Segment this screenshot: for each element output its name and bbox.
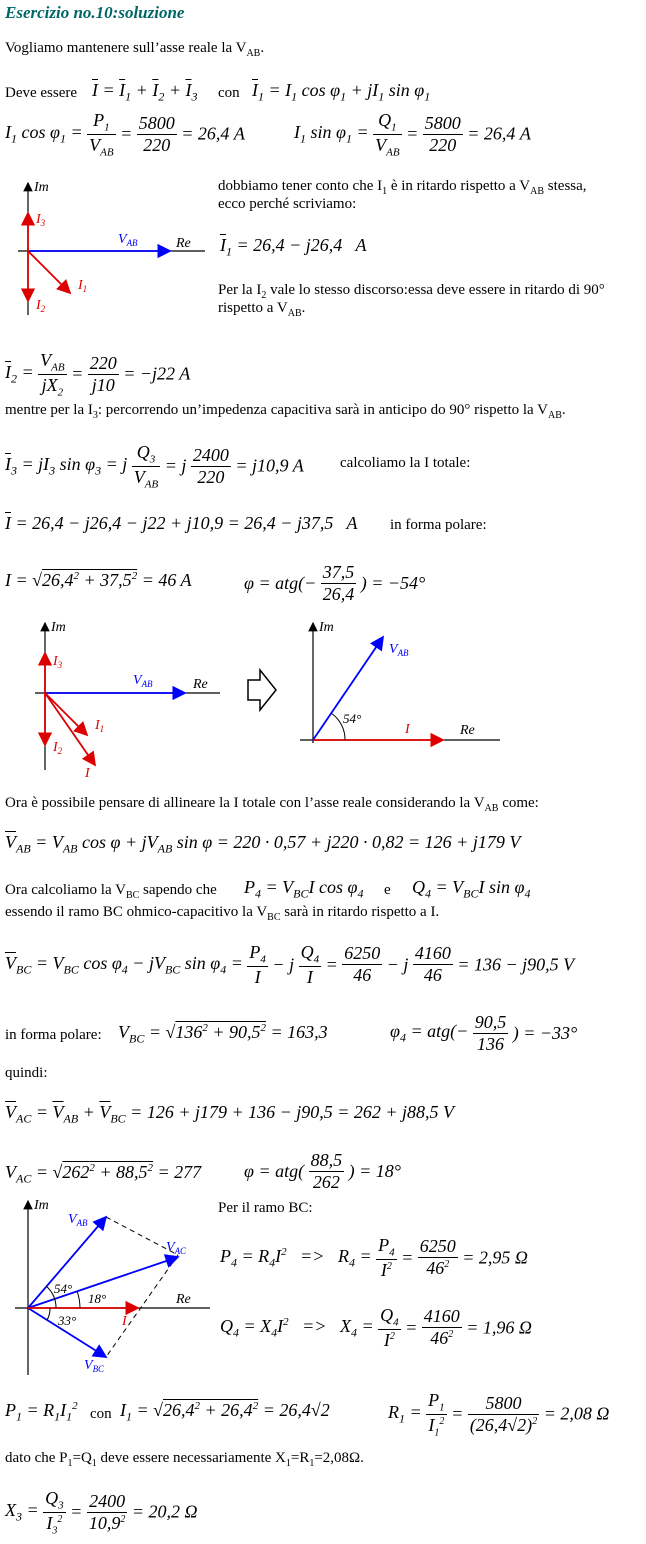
i3-label: $I_3$ (53, 654, 63, 670)
intro-text: Vogliamo mantenere sull’asse reale la $V_{AB}$. (5, 40, 265, 59)
angle-54-label: 54° (343, 711, 362, 726)
deve-essere-label: Deve essere (5, 85, 78, 101)
im-label: Im (34, 180, 49, 195)
re-label: Re (176, 1292, 191, 1307)
I2-text-2: rispetto a $V_{AB}$. (218, 300, 306, 319)
phasor-diagram-2 (25, 615, 225, 780)
re-label: Re (176, 236, 191, 251)
eq-Q4: $Q_4 = V_{BC}I$ $\sin \varphi_4$ (412, 877, 531, 901)
phasor-diagram-4 (10, 1195, 215, 1380)
eq-VACmod: $V_{AC} = √262^2 + 88,5^2 = 277$ (5, 1162, 202, 1186)
perBC-text: Per il ramo BC: (218, 1200, 313, 1216)
i2-label: $I_2$ (36, 298, 46, 314)
page-title: Esercizio no.10:soluzione (5, 3, 185, 22)
polare2-text: in forma polare: (5, 1027, 102, 1043)
vab-label: $V_{AB}$ (133, 673, 153, 689)
eq-VAB: $\overline{V}_{AB} = V_{AB}$ $\cos \varphi + jV_{AB}$ sin φ = 220 · 0,57 + j220 · 0,82 = 126 + j179 V (5, 832, 521, 856)
eq-R4: $P_4 = R_4I^2 => R_4$ = $\frac{P_4}{I^2}$ = $\frac{6250}{46^2}$ = 2,95 Ω (220, 1235, 528, 1280)
angle-33-label: 33° (58, 1313, 77, 1328)
eq-phiAC: φ = atg( $\frac{88,5}{262}$ ) = 18° (244, 1150, 401, 1192)
i3-label: $I_3$ (36, 212, 46, 228)
eq-I1-def: $\overline{I}_1 = I_1$ $\cos \varphi_1 + jI_1$ $\sin \varphi_1$ (252, 80, 431, 104)
i1-label: $I_1$ (95, 718, 105, 734)
i1-vector (28, 251, 70, 293)
con2-label: con (90, 1406, 112, 1422)
eq-phi4: $\varphi_4 = atg(-$ $\frac{90,5}{136}$ ) = −33° (390, 1012, 578, 1054)
eq-I1sin: $I_1$ $\sin \varphi_1$ = $\frac{Q_1}{V_{AB}}$ = $\frac{5800}{220}$ = 26,4 A (294, 110, 531, 159)
dato-text: dato che $P_1=Q_1$ deve essere necessariamente $X_1=R_1=2,08\Omega$. (5, 1450, 364, 1469)
dashed-line-2 (106, 1255, 178, 1357)
im-label: Im (34, 1198, 49, 1213)
im-label: Im (319, 620, 334, 635)
re-label: Re (193, 677, 208, 692)
angle-18-label: 18° (88, 1291, 107, 1306)
vab-label: $V_{AB}$ (68, 1212, 88, 1228)
I3-text: mentre per la $I_3$: percorrendo un’impedenza capacitiva sarà in anticipo do 90° rispetto la $V_{AB}$. (5, 402, 566, 421)
eq-Itot: $\overline{I} = 26,4 - j26,4 - j22 + j10,9 = 26,4 - j37,5$ A (5, 513, 358, 533)
I2-text: Per la $I_2$ vale lo stesso discorso:essa deve essere in ritardo di 90° (218, 282, 605, 301)
eq-X3: $X_3$ = $\frac{Q_3}{I_3^2}$ = $\frac{2400}{10,9^2}$ = 20,2 Ω (5, 1488, 198, 1537)
eq-VAC: $\overline{V}_{AC} = \overline{V}_{AB} + \overline{V}_{BC} = 126 + j179 + 136 - j90,5 = 262 + j88,5$ V (5, 1102, 455, 1126)
i-label: I (122, 1314, 127, 1329)
i-label: I (405, 722, 410, 737)
eq-P1: $P_1 = R_1I_1^2$ (5, 1400, 78, 1424)
eq-I3: $\overline{I}_3 = jI_3$ $\sin \varphi_3 = j$ $\frac{Q_3}{V_{AB}}$ = j $\frac{2400}{220}$ = j10,9 A (5, 442, 304, 491)
i1-vector (45, 693, 87, 735)
i1-label: $I_1$ (78, 278, 88, 294)
ecco-text: ecco perché scriviamo: (218, 196, 357, 212)
im-label: Im (51, 620, 66, 635)
eq-I1mod: $I_1 = √26,4^2 + 26,4^2 = 26,4√2$ (120, 1400, 330, 1424)
eq-Imod: $I = √26,4^2 + 37,5^2 = 46$ A (5, 570, 192, 590)
con-label: con (218, 85, 240, 101)
eq-I2: $\overline{I}_2$ = $\frac{V_{AB}}{jX_2}$ = $\frac{220}{j10}$ = −j22 A (5, 350, 191, 399)
vab-label: $V_{AB}$ (118, 232, 138, 248)
transform-arrow-icon (246, 668, 278, 712)
eq-R1: $R_1$ = $\frac{P_1}{I_1^2}$ = $\frac{5800}{(26,4√2)^2}$ = 2,08 Ω (388, 1390, 610, 1439)
calc-VBC-text: Ora calcoliamo la $V_{BC}$ sapendo che (5, 882, 217, 901)
i2-label: $I_2$ (53, 740, 63, 756)
vac-label: $V_{AC}$ (166, 1240, 187, 1256)
quindi-text: quindi: (5, 1065, 48, 1081)
eq-I1-val: $\overline{I}_1 = 26,4 - j26,4$ A (220, 235, 367, 259)
ramoBC-text: essendo il ramo BC ohmico-capacitivo la $V_{BC}$ sarà in ritardo rispetto a I. (5, 904, 440, 923)
e-label: e (384, 882, 391, 898)
vab-label: $V_{AB}$ (389, 642, 409, 658)
re-label: Re (460, 723, 475, 738)
eq-VBCmod: $V_{BC} = √136^2 + 90,5^2 = 163,3$ (118, 1022, 328, 1046)
eq-P4: $P_4 = V_{BC}I$ $\cos \varphi_4$ (244, 877, 364, 901)
calc-I-text: calcoliamo la I totale: (340, 455, 471, 471)
eq-phi: φ = atg(− $\frac{37,5}{26,4}$ ) = −54° (244, 562, 426, 604)
allineare-text: Ora è possibile pensare di allineare la I totale con l’asse reale considerando la $V_{AB}$ come: (5, 795, 539, 814)
vbc-label: $V_{BC}$ (84, 1358, 105, 1374)
ritardo-text: dobbiamo tener conto che $I_1$ è in ritardo rispetto a $V_{AB}$ stessa, (218, 178, 587, 197)
eq-VBC: $\overline{V}_{BC} = V_{BC}$ $\cos \varphi_4 - jV_{BC}$ $\sin \varphi_4$ = $\frac{P_4}{I}$ − j $\frac{Q_4}{I}$ = $\frac{6250}{46}$ − j $\frac{4160}{46}$ = 136 − j90,5 V (5, 942, 575, 987)
eq-I1cos: $I_1$ $\cos \varphi_1$ = $\frac{P_1}{V_{AB}}$ = $\frac{5800}{220}$ = 26,4 A (5, 110, 245, 159)
angle-54-label: 54° (54, 1281, 73, 1296)
polare-text: in forma polare: (390, 517, 487, 533)
i-label: I (85, 766, 90, 780)
phasor-diagram-3 (295, 615, 505, 750)
phasor-diagram-1 (10, 175, 210, 325)
eq-I-sum: $\overline{I} = \overline{I}_1 + \overline{I}_2 + \overline{I}_3$ (92, 80, 198, 104)
eq-X4: $Q_4 = X_4I^2 => X_4$ = $\frac{Q_4}{I^2}$ = $\frac{4160}{46^2}$ = 1,96 Ω (220, 1305, 532, 1350)
